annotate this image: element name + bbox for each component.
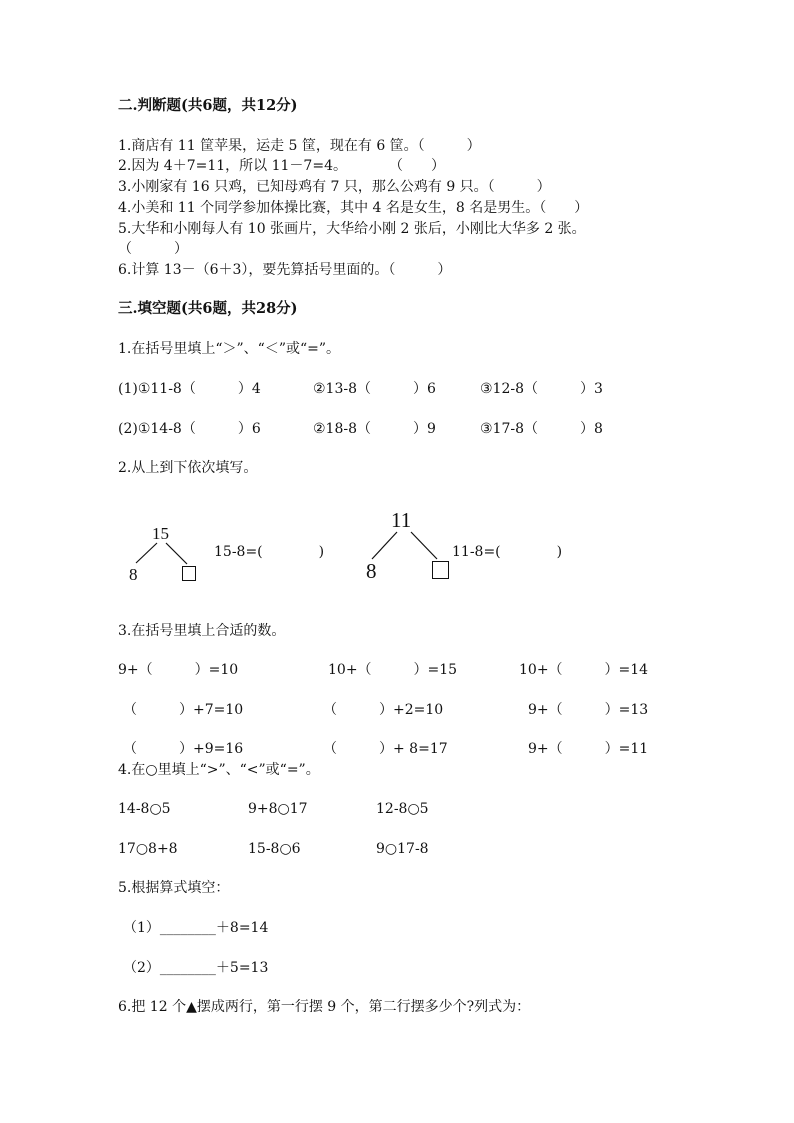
judge-q1: 1.商店有 11 筐苹果，运走 5 筐，现在有 6 筐。（ ）	[118, 138, 481, 154]
fill-q4-r2-c2: 15-8○6	[248, 841, 301, 857]
fill-q1-r1-c3: ③12-8（ ）3	[480, 381, 603, 397]
judge-q6: 6.计算 13－（6＋3），要先算括号里面的。（ ）	[118, 262, 452, 278]
fill-q3-r3-c3: 9+（ ）=11	[528, 741, 649, 757]
fill-q2-stem: 2.从上到下依次填写。	[118, 460, 258, 476]
fill-q1-r1-c1: (1)①11-8（ ）4	[118, 381, 261, 397]
fill-q4-r1-c3: 12-8○5	[376, 801, 429, 817]
fill-q3-r3-c2: （ ）+ 8=17	[323, 741, 448, 757]
judge-q5: 5.大华和小刚每人有 10 张画片，大华给小刚 2 张后，小刚比大华多 2 张。	[118, 221, 586, 237]
judge-q4: 4.小美和 11 个同学参加体操比赛，其中 4 名是女生，8 名是男生。（ ）	[118, 200, 589, 216]
fill-q5-stem: 5.根据算式填空：	[118, 880, 230, 896]
fill-q3-r1-c3: 10+（ ）=14	[519, 662, 649, 678]
fill-q4-r1-c1: 14-8○5	[118, 801, 171, 817]
fill-q3-r2-c3: 9+（ ）=13	[528, 702, 649, 718]
fill-q3-r2-c1: （ ）+7=10	[123, 702, 244, 718]
fill-q1-r2-c1: (2)①14-8（ ）6	[118, 421, 261, 437]
tree-2-top: 11	[391, 508, 412, 532]
fill-q1-r1-c2: ②13-8（ ）6	[313, 381, 436, 397]
fill-q4-r2-c1: 17○8+8	[118, 841, 178, 857]
fill-q1-r2-c2: ②18-8（ ）9	[313, 421, 436, 437]
tree-1-equation: 15-8=( )	[214, 544, 325, 560]
tree-1-left: 8	[129, 565, 138, 584]
fill-q4-r2-c3: 9○17-8	[376, 841, 429, 857]
section-3-title: 三.填空题(共6题，共28分)	[118, 300, 298, 317]
fill-q3-stem: 3.在括号里填上合适的数。	[118, 623, 286, 639]
judge-q3: 3.小刚家有 16 只鸡，已知母鸡有 7 只，那么公鸡有 9 只。（ ）	[118, 179, 551, 195]
judge-q2: 2.因为 4＋7=11，所以 11－7=4。 （ ）	[118, 158, 445, 174]
tree-2-equation: 11-8=( )	[452, 544, 563, 560]
section-2-title: 二.判断题(共6题，共12分)	[118, 97, 298, 114]
fill-q3-r1-c2: 10+（ ）=15	[328, 662, 458, 678]
tree-2-answer-box[interactable]	[432, 561, 449, 579]
fill-q3-r2-c2: （ ）+2=10	[323, 702, 444, 718]
fill-q3-r3-c1: （ ）+9=16	[123, 741, 244, 757]
fill-q5-r2: （2）________＋5=13	[123, 960, 269, 976]
fill-q4-stem: 4.在○里填上“>”、“<”或“=”。	[118, 762, 320, 778]
fill-q1-stem: 1.在括号里填上“＞”、“＜”或“=”。	[118, 341, 341, 357]
fill-q6-stem: 6.把 12 个▲摆成两行，第一行摆 9 个，第二行摆多少个?列式为：	[118, 999, 531, 1015]
tree-1-top: 15	[152, 524, 169, 543]
fill-q1-r2-c3: ③17-8（ ）8	[480, 421, 603, 437]
fill-q3-r1-c1: 9+（ ）=10	[118, 662, 239, 678]
judge-q5-blank: （ ）	[118, 241, 188, 257]
fill-q5-r1: （1）________＋8=14	[123, 920, 269, 936]
tree-2-left: 8	[366, 559, 377, 583]
fill-q4-r1-c2: 9+8○17	[248, 801, 308, 817]
